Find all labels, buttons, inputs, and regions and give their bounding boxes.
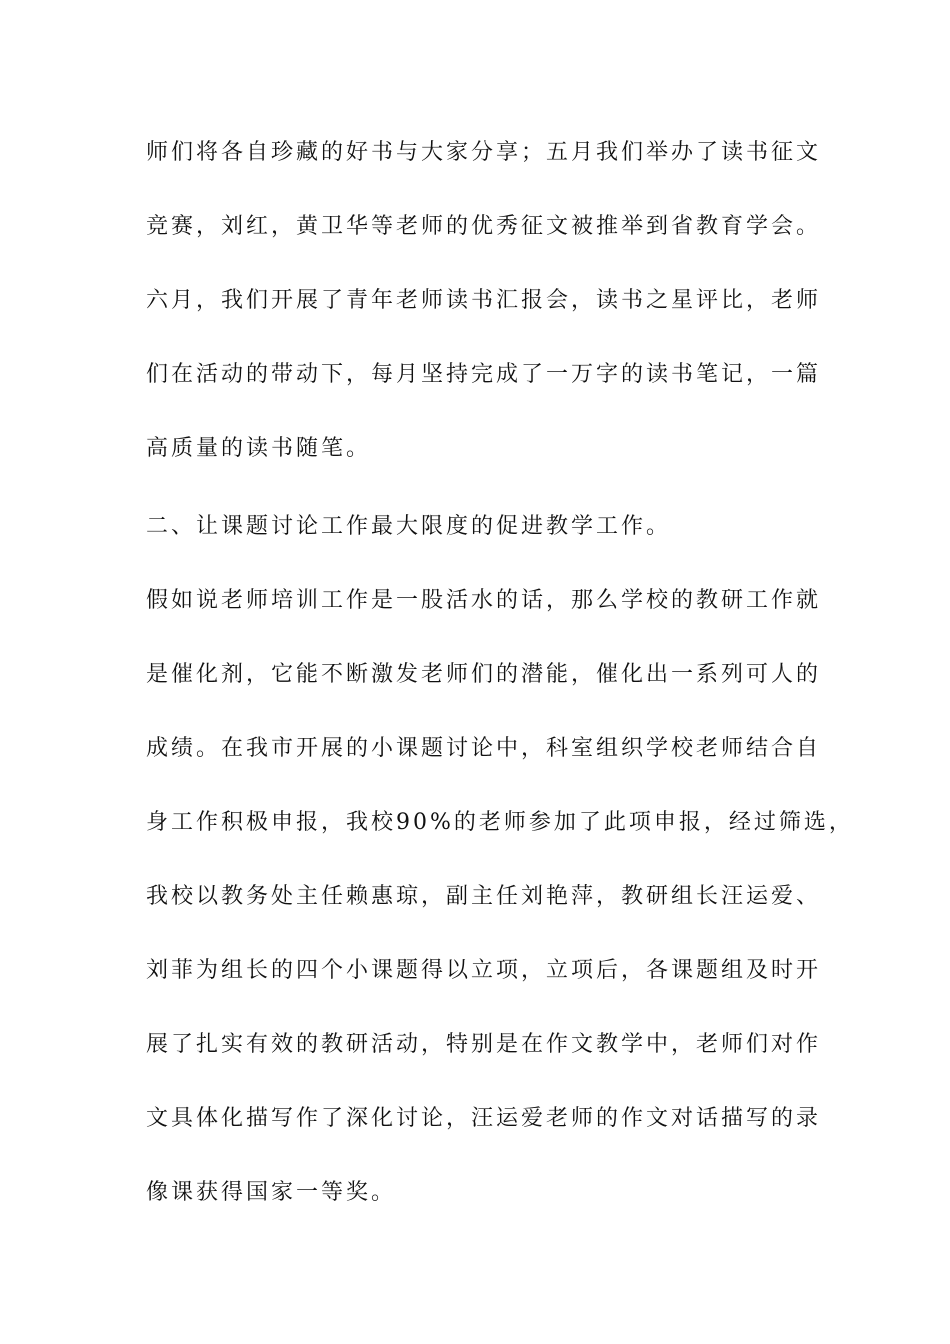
text-line: 们在活动的带动下，每月坚持完成了一万字的读书笔记，一篇 bbox=[146, 362, 822, 387]
text-line: 是催化剂，它能不断激发老师们的潜能，催化出一系列可人的 bbox=[146, 662, 822, 687]
text-line: 竞赛，刘红，黄卫华等老师的优秀征文被推举到省教育学会。 bbox=[146, 214, 822, 239]
section-heading: 二、让课题讨论工作最大限度的促进教学工作。 bbox=[146, 514, 672, 539]
text-line: 成绩。在我市开展的小课题讨论中，科室组织学校老师结合自 bbox=[146, 736, 822, 761]
text-line: 我校以教务处主任赖惠琼，副主任刘艳萍，教研组长汪运爱、 bbox=[146, 884, 822, 909]
text-line: 六月，我们开展了青年老师读书汇报会，读书之星评比，老师 bbox=[146, 288, 822, 313]
text-line: 文具体化描写作了深化讨论，汪运爱老师的作文对话描写的录 bbox=[146, 1106, 822, 1131]
text-line: 身工作积极申报，我校90%的老师参加了此项申报，经过筛选， bbox=[146, 810, 854, 835]
text-line: 刘菲为组长的四个小课题得以立项，立项后，各课题组及时开 bbox=[146, 958, 822, 983]
text-line: 像课获得国家一等奖。 bbox=[146, 1180, 397, 1205]
text-line: 师们将各自珍藏的好书与大家分享；五月我们举办了读书征文 bbox=[146, 140, 822, 165]
text-line: 展了扎实有效的教研活动，特别是在作文教学中，老师们对作 bbox=[146, 1032, 822, 1057]
text-line: 假如说老师培训工作是一股活水的话，那么学校的教研工作就 bbox=[146, 588, 822, 613]
text-line: 高质量的读书随笔。 bbox=[146, 436, 372, 461]
